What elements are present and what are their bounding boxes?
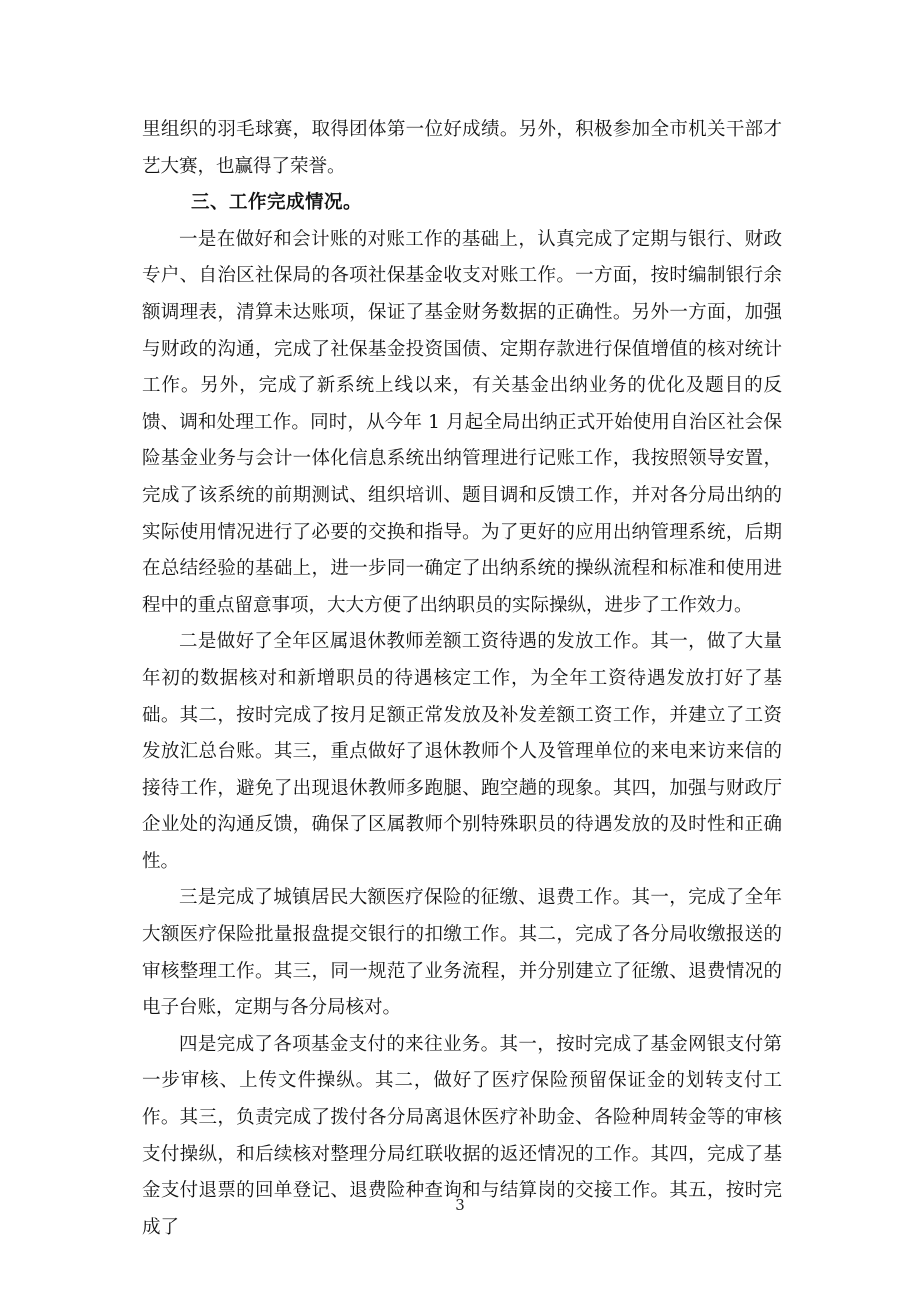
paragraph-4: 四是完成了各项基金支付的来往业务。其一，按时完成了基金网银支付第一步审核、上传文件操纵。其二，做好了医疗保险预留保证金的划转支付工作。其三，负责完成了拨付各分局离退休医疗补助金、各险种周转金等的审核支付操纵，和后续核对整理分局红联收据的返还情况的工作。其四，完成了基金支付退票的回单登记、退费险种查询和与结算岗的交接工作。其五，按时完成了 [142, 1033, 782, 1238]
paragraph-3: 三是完成了城镇居民大额医疗保险的征缴、退费工作。其一，完成了全年大额医疗保险批量报盘提交银行的扣缴工作。其二，完成了各分局收缴报送的审核整理工作。其三，同一规范了业务流程，并分别建立了征缴、退费情况的电子台账，定期与各分局核对。 [142, 887, 782, 1019]
continuation-paragraph: 里组织的羽毛球赛，取得团体第一位好成绩。另外，积极参加全市机关干部才艺大赛，也赢得了荣誉。 [142, 119, 782, 177]
page-number: 3 [455, 1196, 465, 1214]
document-body [142, 112, 782, 1246]
paragraph-2: 二是做好了全年区属退休教师差额工资待遇的发放工作。其一，做了大量年初的数据核对和新增职员的待遇核定工作，为全年工资待遇发放打好了基础。其二，按时完成了按月足额正常发放及补发差额工资工作，并建立了工资发放汇总台账。其三，重点做好了退休教师个人及管理单位的来电来访来信的接待工作，避免了出现退休教师多跑腿、跑空趟的现象。其四，加强与财政厅企业处的沟通反馈，确保了区属教师个别特殊职员的待遇发放的及时性和正确性。 [142, 631, 782, 872]
paragraph-1: 一是在做好和会计账的对账工作的基础上，认真完成了定期与银行、财政专户、自治区社保局的各项社保基金收支对账工作。一方面，按时编制银行余额调理表，清算未达账项，保证了基金财务数据的正确性。另外一方面，加强与财政的沟通，完成了社保基金投资国债、定期存款进行保值增值的核对统计工作。另外，完成了新系统上线以来，有关基金出纳业务的优化及题目的反馈、调和处理工作。同时，从今年 1 月起全局出纳正式开始使用自治区社会保险基金业务与会计一体化信息系统出纳管理进行记账工作，我按照领导安置，完成了该系统的前期测试、组织培训、题目调和反馈工作，并对各分局出纳的实际使用情况进行了必要的交换和指导。为了更好的应用出纳管理系统，后期在总结经验的基础上，进一步同一确定了出纳系统的操纵流程和标准和使用进程中的重点留意事项，大大方便了出纳职员的实际操纵，进步了工作效力。 [142, 228, 782, 616]
section-heading: 三、工作完成情况。 [191, 192, 363, 214]
